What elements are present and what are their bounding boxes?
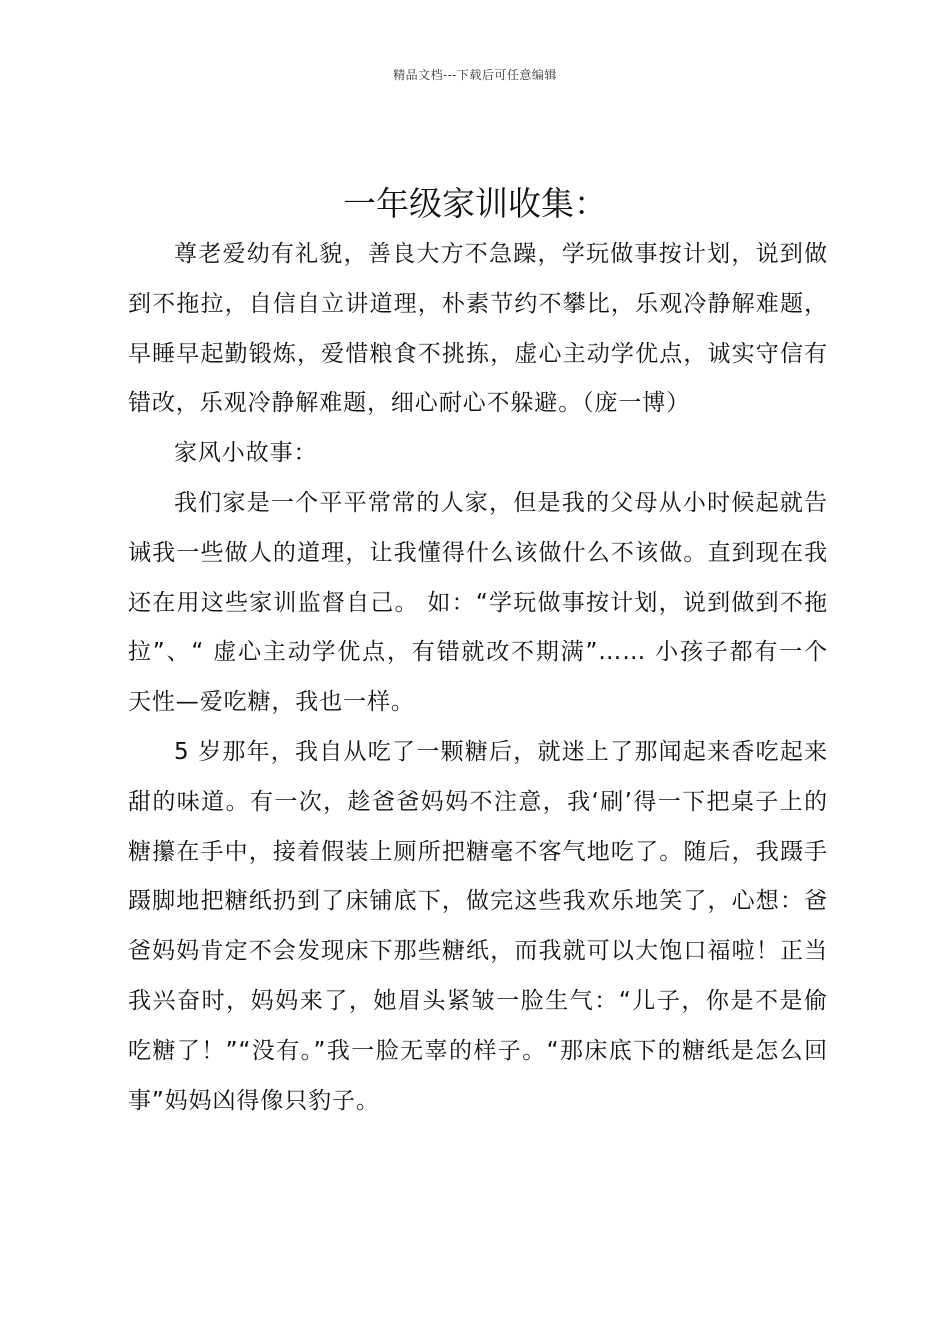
document-body [128, 230, 828, 1126]
paragraph-story-heading: 家风小故事： [174, 440, 318, 467]
document-title: 一年级家训收集： [343, 184, 607, 223]
paragraph-family-rules: 尊老爱幼有礼貌，善良大方不急躁，学玩做事按计划，说到做到不拖拉，自信自立讲道理，朴素节约不攀比，乐观冷静解难题，早睡早起勤锻炼，爱惜粮食不挑拣，虚心主动学优点，诚实守信有错改，乐观冷静解难题，细心耐心不躲避。（庞一博） [128, 241, 828, 417]
header-note: 精品文档---下载后可任意编辑 [393, 68, 557, 82]
paragraph-story-candy: 5 岁那年，我自从吃了一颗糖后，就迷上了那闻起来香吃起来甜的味道。有一次，趁爸爸妈妈不注意，我‘刷’得一下把桌子上的糖攥在手中，接着假装上厕所把糖毫不客气地吃了。随后，我蹑手蹑脚地把糖纸扔到了床铺底下，做完这些我欢乐地笑了，心想：爸爸妈妈肯定不会发现床下那些糖纸，而我就可以大饱口福啦！正当我兴奋时，妈妈来了，她眉头紧皱一脸生气：“儿子，你是不是偷吃糖了！”“没有。”我一脸无辜的样子。“那床底下的糖纸是怎么回事”妈妈凶得像只豹子。 [128, 738, 828, 1114]
paragraph-story-intro: 我们家是一个平平常常的人家，但是我的父母从小时候起就告诫我一些做人的道理，让我懂得什么该做什么不该做。直到现在我还在用这些家训监督自己。 如：“学玩做事按计划，说到做到不拖拉”、“ 虚心主动学优点，有错就改不期满”…… 小孩子都有一个天性—爱吃糖，我也一样。 [128, 489, 828, 716]
